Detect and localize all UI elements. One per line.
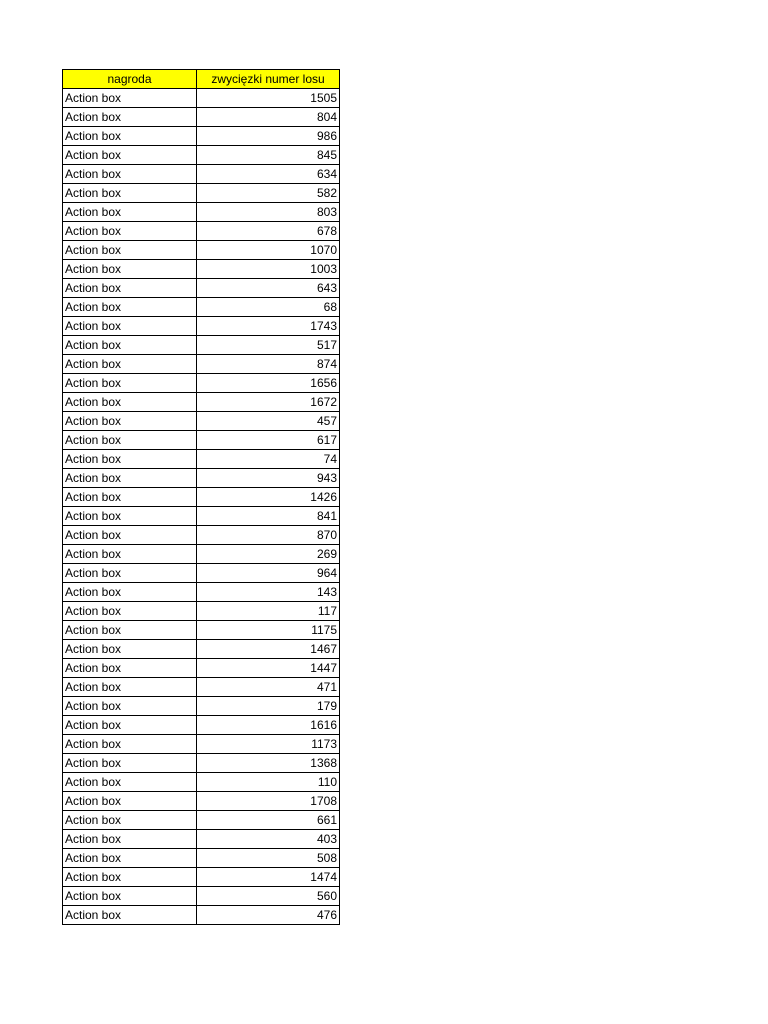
prize-cell: Action box bbox=[63, 203, 197, 222]
table-row bbox=[63, 735, 340, 754]
ticket-number-cell: 634 bbox=[197, 165, 340, 184]
ticket-number-cell: 476 bbox=[197, 906, 340, 925]
table-row bbox=[63, 241, 340, 260]
prize-cell: Action box bbox=[63, 260, 197, 279]
table-row bbox=[63, 260, 340, 279]
table-row bbox=[63, 184, 340, 203]
ticket-number-cell: 269 bbox=[197, 545, 340, 564]
prize-cell: Action box bbox=[63, 697, 197, 716]
ticket-number-cell: 1474 bbox=[197, 868, 340, 887]
table-row bbox=[63, 621, 340, 640]
table-row bbox=[63, 678, 340, 697]
ticket-number-cell: 617 bbox=[197, 431, 340, 450]
ticket-number-cell: 1368 bbox=[197, 754, 340, 773]
table-row bbox=[63, 469, 340, 488]
table-row bbox=[63, 374, 340, 393]
table-row bbox=[63, 317, 340, 336]
table-row bbox=[63, 773, 340, 792]
ticket-number-cell: 803 bbox=[197, 203, 340, 222]
ticket-number-cell: 1467 bbox=[197, 640, 340, 659]
prize-cell: Action box bbox=[63, 868, 197, 887]
table-row bbox=[63, 279, 340, 298]
ticket-number-cell: 1708 bbox=[197, 792, 340, 811]
table-row bbox=[63, 108, 340, 127]
table-row bbox=[63, 203, 340, 222]
ticket-number-cell: 110 bbox=[197, 773, 340, 792]
prize-cell: Action box bbox=[63, 317, 197, 336]
prize-cell: Action box bbox=[63, 241, 197, 260]
ticket-number-cell: 870 bbox=[197, 526, 340, 545]
table-row bbox=[63, 754, 340, 773]
table-row bbox=[63, 716, 340, 735]
table-row bbox=[63, 697, 340, 716]
table-row bbox=[63, 431, 340, 450]
header-winning-ticket-number: zwycięzki numer losu bbox=[197, 70, 340, 89]
prize-cell: Action box bbox=[63, 545, 197, 564]
table-row bbox=[63, 868, 340, 887]
prize-cell: Action box bbox=[63, 298, 197, 317]
prize-cell: Action box bbox=[63, 678, 197, 697]
prize-cell: Action box bbox=[63, 887, 197, 906]
ticket-number-cell: 678 bbox=[197, 222, 340, 241]
table-row bbox=[63, 165, 340, 184]
prize-cell: Action box bbox=[63, 621, 197, 640]
prize-cell: Action box bbox=[63, 640, 197, 659]
prize-cell: Action box bbox=[63, 773, 197, 792]
prize-cell: Action box bbox=[63, 355, 197, 374]
table-row bbox=[63, 640, 340, 659]
ticket-number-cell: 986 bbox=[197, 127, 340, 146]
prize-cell: Action box bbox=[63, 488, 197, 507]
table-row bbox=[63, 792, 340, 811]
prize-cell: Action box bbox=[63, 393, 197, 412]
table-row bbox=[63, 811, 340, 830]
prize-cell: Action box bbox=[63, 222, 197, 241]
ticket-number-cell: 74 bbox=[197, 450, 340, 469]
table-row bbox=[63, 412, 340, 431]
table-row bbox=[63, 222, 340, 241]
ticket-number-cell: 804 bbox=[197, 108, 340, 127]
table-row bbox=[63, 583, 340, 602]
prize-cell: Action box bbox=[63, 469, 197, 488]
ticket-number-cell: 457 bbox=[197, 412, 340, 431]
ticket-number-cell: 471 bbox=[197, 678, 340, 697]
ticket-number-cell: 1003 bbox=[197, 260, 340, 279]
table-row bbox=[63, 659, 340, 678]
prize-cell: Action box bbox=[63, 735, 197, 754]
prize-cell: Action box bbox=[63, 184, 197, 203]
ticket-number-cell: 403 bbox=[197, 830, 340, 849]
ticket-number-cell: 661 bbox=[197, 811, 340, 830]
prize-cell: Action box bbox=[63, 89, 197, 108]
ticket-number-cell: 582 bbox=[197, 184, 340, 203]
ticket-number-cell: 179 bbox=[197, 697, 340, 716]
ticket-number-cell: 560 bbox=[197, 887, 340, 906]
prize-cell: Action box bbox=[63, 336, 197, 355]
ticket-number-cell: 1447 bbox=[197, 659, 340, 678]
table-row bbox=[63, 887, 340, 906]
prize-cell: Action box bbox=[63, 716, 197, 735]
table-row bbox=[63, 450, 340, 469]
table-row bbox=[63, 355, 340, 374]
ticket-number-cell: 1616 bbox=[197, 716, 340, 735]
prize-cell: Action box bbox=[63, 108, 197, 127]
ticket-number-cell: 1175 bbox=[197, 621, 340, 640]
ticket-number-cell: 1070 bbox=[197, 241, 340, 260]
table-row bbox=[63, 830, 340, 849]
prize-cell: Action box bbox=[63, 507, 197, 526]
table-row bbox=[63, 298, 340, 317]
table-row bbox=[63, 127, 340, 146]
table-row bbox=[63, 849, 340, 868]
prize-cell: Action box bbox=[63, 146, 197, 165]
ticket-number-cell: 845 bbox=[197, 146, 340, 165]
header-prize: nagroda bbox=[63, 70, 197, 89]
table-row bbox=[63, 564, 340, 583]
prize-table bbox=[62, 69, 340, 925]
ticket-number-cell: 1672 bbox=[197, 393, 340, 412]
ticket-number-cell: 874 bbox=[197, 355, 340, 374]
ticket-number-cell: 1743 bbox=[197, 317, 340, 336]
table-row bbox=[63, 507, 340, 526]
table-header-row bbox=[63, 70, 340, 89]
prize-cell: Action box bbox=[63, 659, 197, 678]
table-row bbox=[63, 602, 340, 621]
prize-cell: Action box bbox=[63, 412, 197, 431]
table-row bbox=[63, 545, 340, 564]
table-row bbox=[63, 336, 340, 355]
prize-cell: Action box bbox=[63, 374, 197, 393]
prize-cell: Action box bbox=[63, 564, 197, 583]
table-row bbox=[63, 89, 340, 108]
ticket-number-cell: 517 bbox=[197, 336, 340, 355]
prize-cell: Action box bbox=[63, 792, 197, 811]
ticket-number-cell: 143 bbox=[197, 583, 340, 602]
table-row bbox=[63, 393, 340, 412]
prize-cell: Action box bbox=[63, 127, 197, 146]
prize-cell: Action box bbox=[63, 583, 197, 602]
prize-cell: Action box bbox=[63, 450, 197, 469]
ticket-number-cell: 117 bbox=[197, 602, 340, 621]
prize-cell: Action box bbox=[63, 830, 197, 849]
ticket-number-cell: 68 bbox=[197, 298, 340, 317]
prize-cell: Action box bbox=[63, 906, 197, 925]
ticket-number-cell: 1173 bbox=[197, 735, 340, 754]
table-row bbox=[63, 146, 340, 165]
prize-cell: Action box bbox=[63, 165, 197, 184]
ticket-number-cell: 508 bbox=[197, 849, 340, 868]
table-row bbox=[63, 488, 340, 507]
prize-cell: Action box bbox=[63, 754, 197, 773]
prize-cell: Action box bbox=[63, 602, 197, 621]
table-row bbox=[63, 906, 340, 925]
ticket-number-cell: 841 bbox=[197, 507, 340, 526]
prize-cell: Action box bbox=[63, 526, 197, 545]
ticket-number-cell: 643 bbox=[197, 279, 340, 298]
prize-cell: Action box bbox=[63, 279, 197, 298]
prize-table-body bbox=[63, 70, 340, 925]
ticket-number-cell: 1426 bbox=[197, 488, 340, 507]
prize-cell: Action box bbox=[63, 431, 197, 450]
table-row bbox=[63, 526, 340, 545]
ticket-number-cell: 1505 bbox=[197, 89, 340, 108]
ticket-number-cell: 1656 bbox=[197, 374, 340, 393]
prize-cell: Action box bbox=[63, 811, 197, 830]
ticket-number-cell: 943 bbox=[197, 469, 340, 488]
ticket-number-cell: 964 bbox=[197, 564, 340, 583]
prize-cell: Action box bbox=[63, 849, 197, 868]
